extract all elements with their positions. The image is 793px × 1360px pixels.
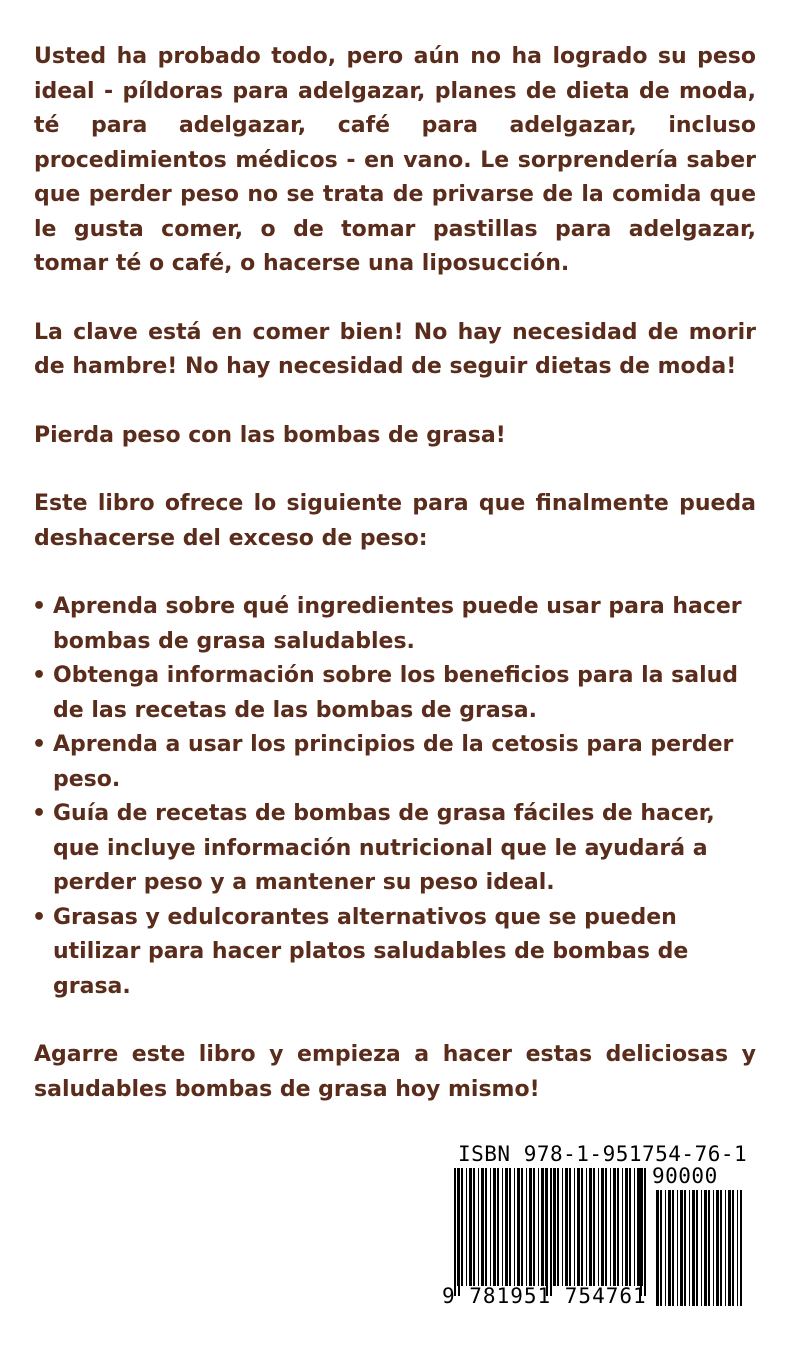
barcode-guard-bar: [546, 1168, 548, 1296]
barcode-bar: [656, 1190, 659, 1306]
barcode-bar: [493, 1168, 496, 1286]
barcode-bar: [728, 1190, 731, 1306]
barcode-bar: [677, 1190, 678, 1306]
barcode-bar: [490, 1168, 491, 1286]
barcode-guard-bar: [644, 1168, 646, 1296]
barcode-bar: [529, 1168, 532, 1286]
barcode-bar: [605, 1168, 607, 1286]
list-item: [34, 728, 756, 797]
barcode-bar: [538, 1168, 539, 1286]
barcode-bar: [672, 1190, 674, 1306]
list-item: [34, 901, 756, 1005]
barcode-bar: [557, 1168, 559, 1286]
barcode-bar: [634, 1168, 635, 1286]
barcode-bar: [713, 1190, 714, 1306]
barcode-bar: [466, 1168, 467, 1286]
barcode-bar: [668, 1190, 671, 1306]
barcode-bar: [577, 1168, 580, 1286]
barcode-bar: [660, 1190, 662, 1306]
back-cover-text: [34, 40, 756, 1107]
barcode-bar: [665, 1190, 666, 1306]
bullet-icon: •: [32, 594, 47, 619]
barcode-bar: [541, 1168, 544, 1286]
barcode-bar: [481, 1168, 484, 1286]
key-paragraph: La clave está en comer bien! No hay necesidad de morir de hambre! No hay necesidad de seguir dietas de moda!: [34, 319, 756, 379]
barcode-bar: [478, 1168, 479, 1286]
barcode-bar: [569, 1168, 571, 1286]
list-item-text: Grasas y edulcorantes alternativos que se pueden utilizar para hacer platos saludables de bombas de grasa.: [53, 904, 689, 999]
list-item-text: Obtenga información sobre los beneficios para la salud de las recetas de las bombas de grasa.: [53, 663, 739, 723]
ean-digits: 9 781951 754761: [442, 1284, 647, 1308]
barcode-bar: [708, 1190, 710, 1306]
isbn-barcode: [442, 1138, 750, 1316]
barcode-bar: [704, 1190, 707, 1306]
barcode-bar: [610, 1168, 611, 1286]
barcode-bar: [461, 1168, 463, 1286]
benefits-list: [34, 590, 756, 1004]
barcode-bar: [593, 1168, 595, 1286]
price-addon: 90000: [652, 1164, 718, 1188]
lose-weight-paragraph: Pierda peso con las bombas de grasa!: [34, 422, 506, 448]
barcode-bar: [720, 1190, 722, 1306]
barcode-bar: [473, 1168, 475, 1286]
list-item-text: Aprenda a usar los principios de la cetosis para perder peso.: [53, 732, 734, 792]
closing-paragraph: Agarre este libro y empieza a hacer estas deliciosas y saludables bombas de grasa hoy mismo!: [34, 1042, 756, 1102]
barcode-bar: [502, 1168, 503, 1286]
barcode-bar: [574, 1168, 575, 1286]
barcode-bar: [684, 1190, 686, 1306]
barcode-bar: [629, 1168, 631, 1286]
barcode-guard-bar: [550, 1168, 552, 1296]
barcode-bar: [565, 1168, 568, 1286]
bullet-icon: •: [32, 732, 47, 757]
barcode-bar: [740, 1190, 742, 1306]
bullet-icon: •: [32, 663, 47, 688]
list-item: [34, 797, 756, 901]
barcode-guard-bar: [454, 1168, 456, 1296]
barcode-guard-bar: [640, 1168, 642, 1296]
barcode-bar: [637, 1168, 640, 1286]
list-item: [34, 659, 756, 728]
barcode-bar: [469, 1168, 472, 1286]
barcode-bar: [586, 1168, 587, 1286]
intro-paragraph: Usted ha probado todo, pero aún no ha logrado su peso ideal - píldoras para adelgazar, planes de dieta de moda, té para adelgazar, café para adelgazar, incluso procedimientos médicos - en vano. Le sorprendería saber que perder peso no se trata de privarse de la comida que le gusta comer, o de tomar pastillas para adelgazar, tomar té o café, o hacerse una liposucción.: [34, 44, 756, 276]
list-item: [34, 590, 756, 659]
barcode-bar: [533, 1168, 535, 1286]
barcode-bar: [737, 1190, 738, 1306]
barcode-bar: [701, 1190, 702, 1306]
barcode-bar: [517, 1168, 520, 1286]
barcode-bar: [526, 1168, 527, 1286]
bullet-icon: •: [32, 904, 47, 930]
list-item-text: Guía de recetas de bombas de grasa fáciles de hacer, que incluye información nutricional que le ayudará a perder peso y a mantener su peso ideal.: [53, 801, 715, 895]
barcode-bar: [692, 1190, 695, 1306]
barcode-bar: [505, 1168, 508, 1286]
barcode-bar: [514, 1168, 515, 1286]
list-item-text: Aprenda sobre qué ingredientes puede usar para hacer bombas de grasa saludables.: [53, 594, 742, 654]
barcode-bar: [497, 1168, 499, 1286]
barcode-bar: [716, 1190, 719, 1306]
barcode-bar: [732, 1190, 734, 1306]
bullet-icon: •: [32, 801, 47, 826]
barcode-bar: [725, 1190, 726, 1306]
barcode-bar: [689, 1190, 690, 1306]
barcode-bar: [613, 1168, 616, 1286]
barcode-bar: [562, 1168, 563, 1286]
barcode-bar: [553, 1168, 556, 1286]
barcode-bar: [485, 1168, 487, 1286]
isbn-label: ISBN 978-1-951754-76-1: [458, 1142, 748, 1166]
barcode-bar: [509, 1168, 511, 1286]
barcode-bar: [622, 1168, 623, 1286]
barcode-bar: [696, 1190, 698, 1306]
barcode-bar: [581, 1168, 583, 1286]
barcode-bar: [598, 1168, 599, 1286]
barcode-bar: [521, 1168, 523, 1286]
barcode-bar: [617, 1168, 619, 1286]
barcode-bar: [680, 1190, 683, 1306]
barcode-bar: [625, 1168, 628, 1286]
offers-paragraph: Este libro ofrece lo siguiente para que finalmente pueda deshacerse del exceso de peso:: [34, 491, 756, 551]
barcode-bar: [589, 1168, 592, 1286]
barcode-guard-bar: [458, 1168, 460, 1296]
barcode-bar: [601, 1168, 604, 1286]
